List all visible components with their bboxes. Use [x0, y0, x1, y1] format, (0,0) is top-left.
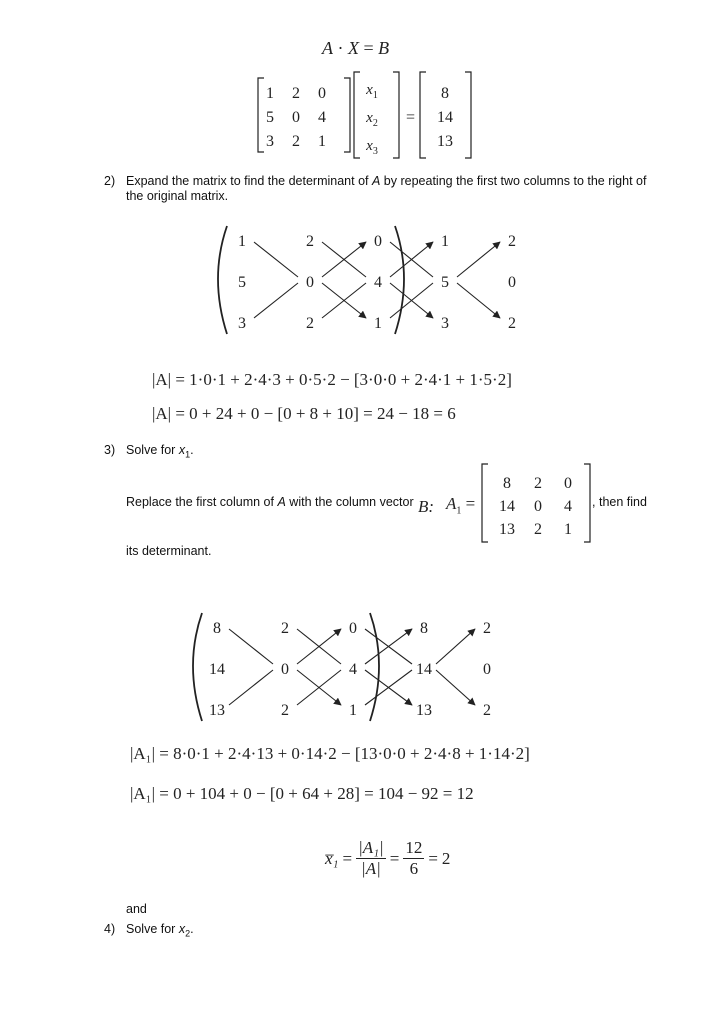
diagram-cell: 14	[209, 661, 225, 678]
result-num1: |A₁|	[358, 838, 384, 857]
result-value: 2	[441, 848, 451, 868]
step4-solve-pre: Solve for	[126, 922, 179, 936]
diagram-cell: 13	[416, 702, 432, 719]
matrix-a-cell: 0	[318, 85, 326, 102]
result-fraction-2	[403, 838, 424, 879]
step3-then-find: then find	[599, 495, 647, 509]
diagram-cell: 3	[441, 315, 449, 332]
diagram-cell: 1	[441, 233, 449, 250]
diagram-arrow	[436, 670, 475, 705]
x-vector-cell: $x_2$	[366, 110, 378, 129]
matrix-a-cell: 1	[318, 133, 326, 150]
top-eq-x: X	[348, 38, 359, 58]
matrix-a-cell: 3	[266, 133, 274, 150]
step4-solve-end: .	[190, 922, 194, 936]
diagram-cell: 2	[281, 620, 289, 637]
and-label: and	[126, 902, 147, 916]
top-eq-b: B	[378, 38, 390, 58]
matrix-a-cell: 1	[266, 85, 274, 102]
diagram-cell: 2	[508, 233, 516, 250]
step4-solve-sub: 2	[185, 928, 191, 939]
step3-a1-letter: A	[446, 494, 457, 513]
step3-number: 3)	[104, 443, 116, 457]
step4-solve-var: x	[178, 922, 186, 936]
b-vector-cell: 8	[441, 85, 449, 102]
diagram-line	[254, 242, 298, 277]
diagram-cell: 4	[349, 661, 357, 678]
result-den2: 6	[409, 859, 419, 878]
diagram-cell: 0	[349, 620, 357, 637]
step2-line1-pre: Expand the matrix to find the determinant of	[126, 174, 372, 188]
diagram-cell: 8	[213, 620, 221, 637]
diagram-cell: 1	[349, 702, 357, 719]
result-lhs: x̅₁	[325, 848, 339, 868]
step3-eq1: |A₁| = 8·0·1 + 2·4·13 + 0·14·2 − [13·0·0 + 2·4·8 + 1·14·2]	[130, 744, 530, 763]
matrix-a1-cell: 14	[499, 498, 515, 515]
step3-replace-var: A	[277, 495, 286, 509]
expansion-diagram-a1	[180, 605, 520, 731]
step2-line1-var: A	[371, 174, 381, 188]
result-equals1: =	[342, 848, 353, 868]
matrix-a-cell: 2	[292, 85, 300, 102]
diagram-cell: 5	[238, 274, 246, 291]
matrix-a1-cell: 4	[564, 498, 572, 515]
step4-solve	[126, 922, 194, 939]
step3-a1-equals: =	[465, 494, 476, 513]
matrix-a1-cell: 0	[534, 498, 542, 515]
diagram-line	[254, 283, 298, 318]
step3-solve-var: x	[178, 443, 186, 457]
step3-replace-pre: Replace the first column of	[126, 495, 278, 509]
diagram-cell: 2	[306, 233, 314, 250]
top-eq-a: A	[322, 38, 333, 58]
diagram-cell: 1	[374, 315, 382, 332]
matrix-a-cell: 2	[292, 133, 300, 150]
result-formula	[325, 838, 450, 879]
step3-b-label: B:	[418, 497, 435, 516]
step3-comma: ,	[592, 495, 596, 509]
diagram-cell: 13	[209, 702, 225, 719]
top-equation	[322, 38, 389, 59]
step2-line1-post: by repeating the first two columns to the right of	[380, 174, 647, 188]
step3-a1-label	[446, 494, 475, 516]
x-vector-cell: $x_3$	[366, 138, 378, 157]
x-vector-cell: $x_1$	[366, 82, 378, 101]
step3-replace-text	[126, 495, 414, 509]
step3-solve	[126, 443, 194, 460]
diagram-cell: 2	[306, 315, 314, 332]
step3-solve-sub: 1	[185, 449, 191, 460]
step2-line2: the original matrix.	[126, 189, 229, 203]
diagram-cell: 5	[441, 274, 449, 291]
matrix-a1-cell: 1	[564, 521, 572, 538]
diagram-cell: 2	[281, 702, 289, 719]
step3-solve-pre: Solve for	[126, 443, 179, 457]
matrix-a-cell: 5	[266, 109, 274, 126]
step3-solve-end: .	[190, 443, 194, 457]
expansion-diagram-a	[205, 218, 535, 344]
diagram-line	[229, 670, 273, 705]
step3-replace-post: with the column vector	[285, 495, 414, 509]
top-eq-dot: ·	[337, 38, 344, 58]
step3-eq2: |A₁| = 0 + 104 + 0 − [0 + 64 + 28] = 104 − 92 = 12	[130, 784, 474, 803]
diagram-cell: 14	[416, 661, 432, 678]
step2-eq1: |A| = 1·0·1 + 2·4·3 + 0·5·2 − [3·0·0 + 2·4·1 + 1·5·2]	[152, 370, 512, 389]
result-equals2: =	[389, 848, 400, 868]
matrix-a1-cell: 0	[564, 475, 572, 492]
diagram-cell: 0	[306, 274, 314, 291]
result-fraction-1	[356, 838, 386, 879]
diagram-arrow	[457, 283, 500, 318]
diagram-cell: 2	[483, 620, 491, 637]
step4-number: 4)	[104, 922, 116, 936]
diagram-cell: 0	[483, 661, 491, 678]
diagram-cell: 8	[420, 620, 428, 637]
diagram-cell: 4	[374, 274, 382, 291]
system-equals: =	[406, 109, 416, 126]
diagram-cell: 0	[508, 274, 516, 291]
b-vector-cell: 13	[437, 133, 453, 150]
top-eq-equals: =	[363, 38, 374, 58]
step2-eq2: |A| = 0 + 24 + 0 − [0 + 8 + 10] = 24 − 18 = 6	[152, 404, 456, 423]
step2-line1	[126, 174, 646, 188]
diagram-arrow	[436, 629, 475, 664]
step3-a1-sub: 1	[456, 505, 462, 517]
step2-number: 2)	[104, 174, 116, 188]
diagram-cell: 0	[374, 233, 382, 250]
matrix-system	[240, 66, 490, 162]
matrix-a1-cell: 8	[503, 475, 511, 492]
b-vector-cell: 14	[437, 109, 453, 126]
diagram-arrow	[457, 242, 500, 277]
matrix-a1-cell: 2	[534, 521, 542, 538]
step3-its-determinant: its determinant.	[126, 544, 212, 558]
diagram-cell: 2	[483, 702, 491, 719]
diagram-cell: 2	[508, 315, 516, 332]
matrix-a1-cell: 2	[534, 475, 542, 492]
result-num2: 12	[405, 838, 423, 857]
diagram-cell: 3	[238, 315, 246, 332]
matrix-a1-cell: 13	[499, 521, 515, 538]
diagram-line	[229, 629, 273, 664]
matrix-a-cell: 4	[318, 109, 326, 126]
diagram-cell: 1	[238, 233, 246, 250]
matrix-a-cell: 0	[292, 109, 300, 126]
result-den1: |A|	[361, 859, 381, 878]
result-equals3: =	[428, 848, 438, 868]
diagram-cell: 0	[281, 661, 289, 678]
matrix-a1	[480, 460, 600, 546]
